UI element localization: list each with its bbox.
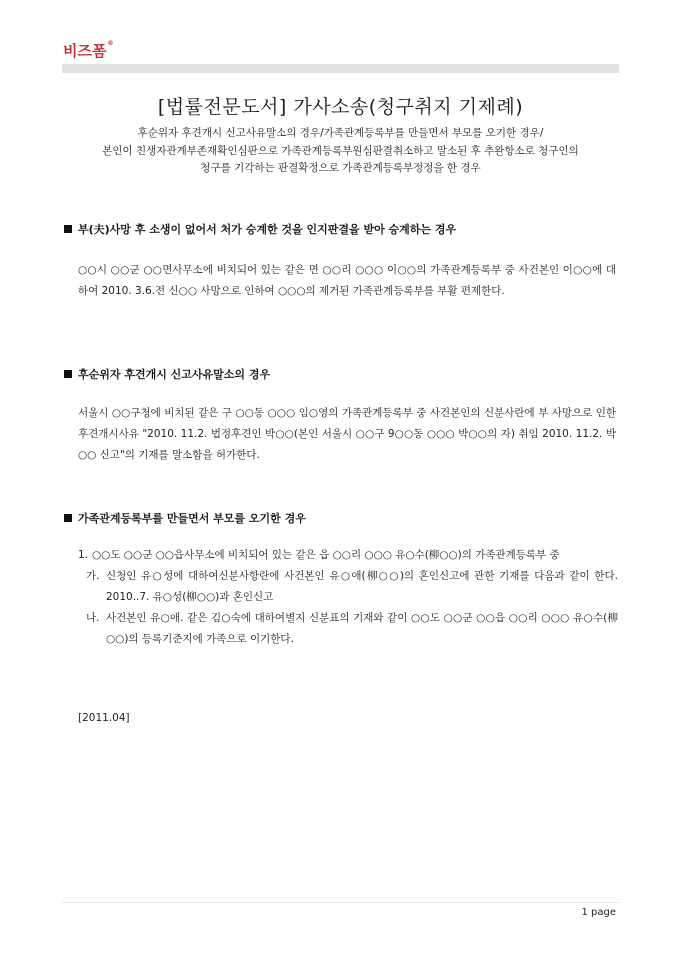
sub-list-item [86, 566, 618, 608]
bizform-logo [63, 40, 113, 61]
section-body: 서울시 ○○구청에 비치된 같은 구 ○○동 ○○○ 임○영의 가족관계등록부 중 사건본인의 신분사란에 부 사망으로 인한 후견개시사유 "2010. 11.2. 법정후견인 박○○(본인 서울시 ○○구 9○○동 ○○○ 박○○의 자) 취임 2010. 11.2. 박○○ 신고"의 기재를 말소함을 허가한다. [78, 407, 616, 461]
section-body: ○○시 ○○군 ○○면사무소에 비치되어 있는 같은 면 ○○리 ○○○ 이○○의 가족관계등록부 중 사건본인 이○○에 대하여 2010. 3.6.전 신○○ 사망으로 인하여 ○○○의 제거된 가족관계등록부를 부활 편제한다. [78, 264, 616, 297]
square-bullet-icon [64, 514, 72, 522]
header-divider-bar [62, 64, 619, 73]
numbered-list [78, 545, 618, 650]
square-bullet-icon [64, 225, 72, 233]
subtitle-line: 후순위자 후견개시 신고사유말소의 경우/가족관계등록부를 만들면서 부모를 오기한 경우/ [137, 127, 544, 139]
section-heading [64, 221, 456, 237]
list-item-number: 1. [78, 549, 89, 561]
sub-item-text: 신청인 유○성에 대하여신분사항란에 사건본인 유○애(柳○○)의 혼인신고에 관한 기재를 다음과 같이 한다. 2010..7. 유○성(柳○○)과 혼인신고 [106, 570, 618, 603]
section-heading-text: 가족관계등록부를 만들면서 부모를 오기한 경우 [78, 512, 306, 525]
document-date: [2011.04] [78, 712, 130, 724]
section-heading [64, 510, 306, 526]
section-heading [64, 366, 270, 382]
section-heading-text: 부(夫)사망 후 소생이 없어서 처가 승계한 것을 인지판결을 받아 승계하는 경우 [78, 223, 457, 236]
subtitle-line: 본인이 친생자관계부존재확인심판으로 가족관계등록부원심판결취소하고 말소된 후 추완항소로 청구인의 [102, 144, 579, 157]
document-title: [법률전문도서] 가사소송(청구취지 기제례) [157, 96, 524, 118]
square-bullet-icon [64, 370, 72, 378]
logo-text: 비즈폼 [63, 42, 107, 60]
sub-list-item [86, 608, 618, 650]
subtitle-line: 청구를 기각하는 판결확정으로 가족관계등록부정정을 한 경우 [200, 162, 481, 174]
sub-item-text: 사건본인 유○애. 같은 김○숙에 대하여별지 신분표의 기재와 같이 ○○도 ○○군 ○○읍 ○○리 ○○○ 유○수(柳○○)의 등록기준지에 가족으로 이기한다. [106, 612, 618, 645]
page-number: 1 page [581, 907, 616, 918]
sub-item-number: 가. [86, 570, 100, 582]
section-heading-text: 후순위자 후견개시 신고사유말소의 경우 [78, 368, 271, 381]
footer-divider [62, 902, 619, 903]
list-item [78, 545, 618, 566]
document-subtitle [62, 125, 619, 178]
logo-registered-mark: ® [107, 40, 114, 47]
list-item-text: ○○도 ○○군 ○○읍사무소에 비치되어 있는 같은 읍 ○○리 ○○○ 유○수(柳○○)의 가족관계등록부 중 [92, 549, 560, 561]
sub-item-number: 나. [86, 612, 100, 624]
